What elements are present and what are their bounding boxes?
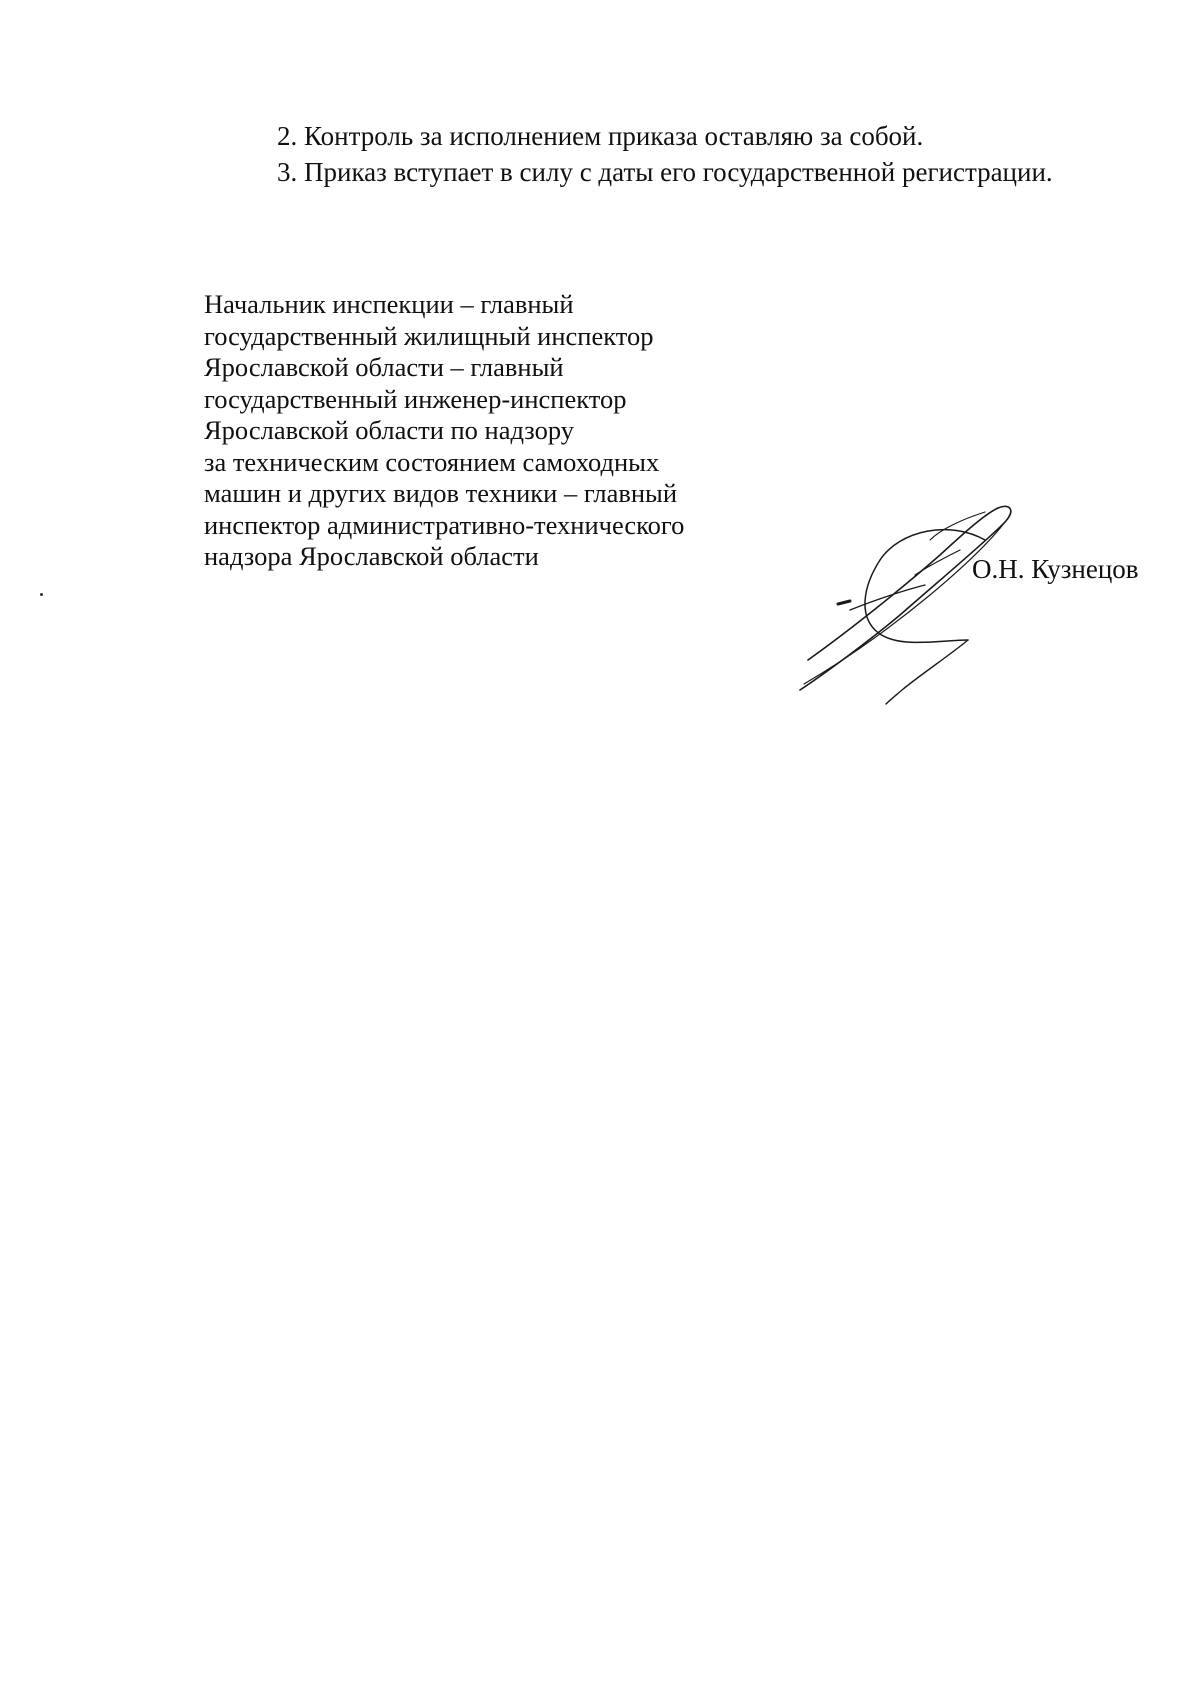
signatory-name: О.Н. Кузнецов	[972, 554, 1139, 584]
position-line: инспектор административно-технического	[204, 509, 685, 540]
position-line: государственный жилищный инспектор	[204, 320, 654, 351]
position-line: государственный инженер-инспектор	[204, 383, 627, 414]
position-line: Ярославской области – главный	[204, 352, 564, 382]
scan-speck	[40, 593, 43, 596]
position-line: Начальник инспекции – главный	[204, 289, 574, 319]
signatory-position	[204, 289, 764, 573]
handwritten-signature	[790, 500, 1050, 710]
position-line: машин и других видов техники – главный	[204, 478, 678, 508]
position-line: надзора Ярославской области	[204, 541, 539, 571]
order-clauses	[277, 118, 1157, 190]
clause-2: 2. Контроль за исполнением приказа оставляю за собой.	[277, 121, 924, 151]
position-line: за техническим состоянием самоходных	[204, 446, 660, 477]
clause-3: 3. Приказ вступает в силу с даты его государственной регистрации.	[277, 157, 1053, 187]
position-line: Ярославской области по надзору	[204, 415, 575, 445]
